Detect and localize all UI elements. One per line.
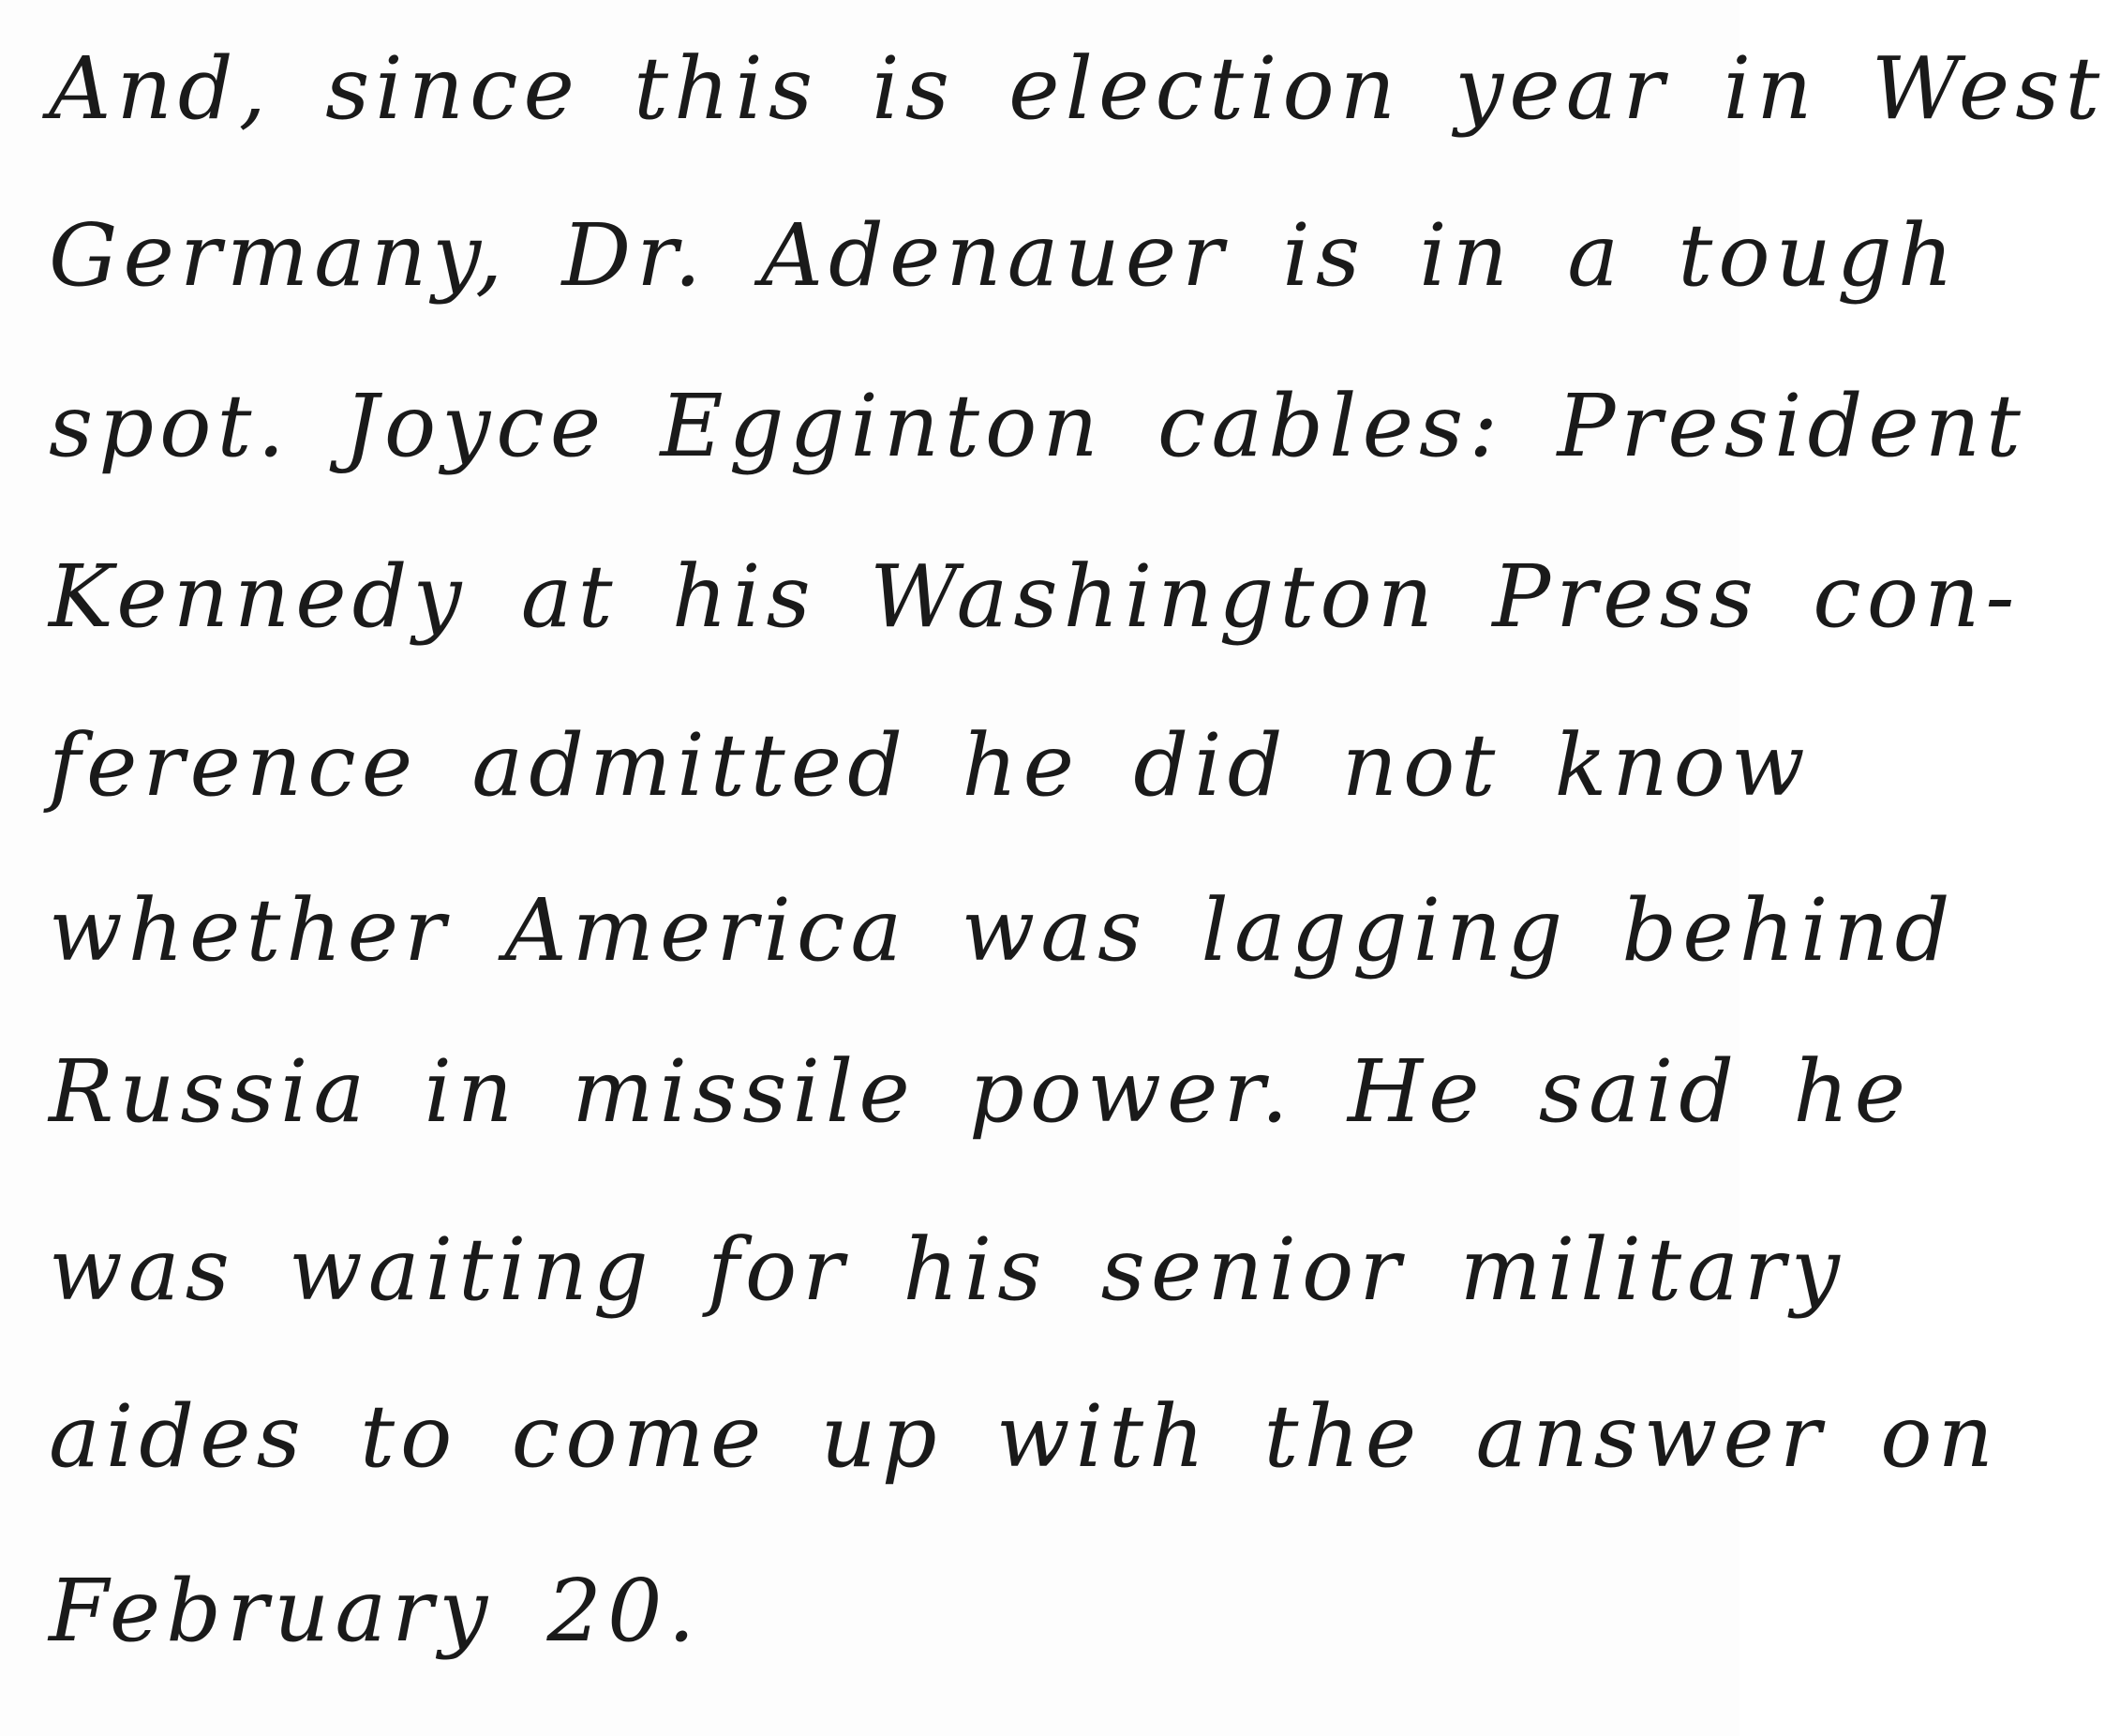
text-line-9: aides to come up with the answer on bbox=[49, 1386, 1999, 1487]
text-line-1: And, since this is election year in West bbox=[49, 38, 2105, 139]
text-line-2: Germany, Dr. Adenauer is in a tough bbox=[49, 205, 1960, 306]
text-line-4: Kennedy at his Washington Press con- bbox=[49, 546, 2021, 647]
text-line-3: spot. Joyce Egginton cables: President bbox=[49, 376, 2026, 476]
text-line-10: February 20. bbox=[49, 1561, 701, 1661]
text-line-7: Russia in missile power. He said he bbox=[49, 1041, 1912, 1142]
text-line-5: ference admitted he did not know bbox=[49, 715, 1811, 816]
text-line-8: was waiting for his senior military bbox=[49, 1220, 1845, 1320]
text-line-6: whether America was lagging behind bbox=[49, 880, 1956, 980]
